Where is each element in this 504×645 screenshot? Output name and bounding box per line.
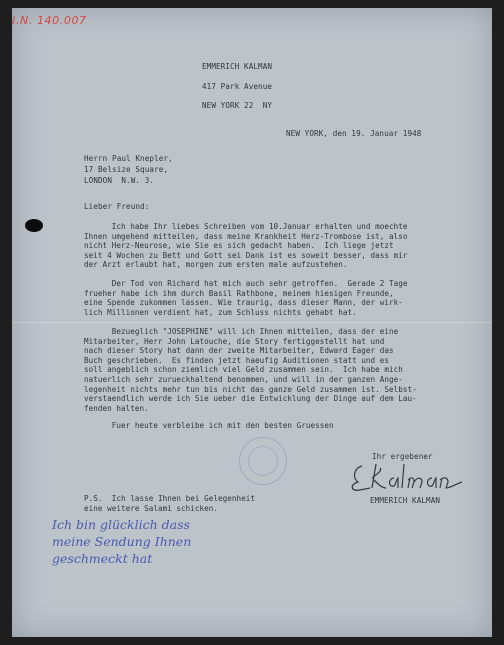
letterhead-name: EMMERICH KALMAN <box>202 62 273 71</box>
punch-hole <box>25 219 43 232</box>
letterhead-street: 417 Park Avenue <box>202 82 273 91</box>
date-line: NEW YORK, den 19. Januar 1948 <box>286 129 422 138</box>
paragraph-2: Der Tod von Richard hat mich auch sehr getroffen. Gerade 2 Tage frueher habe ich ihm durch Basil Rathbone, meinem hiesigen Freunde, eine Spende zukommen lassen. Wie traurig, dass dieser Mann, der wirk- lich Millionen verdient hat, zum Schluss nichts gehabt hat. <box>84 279 408 317</box>
salutation: Lieber Freund: <box>84 202 150 211</box>
postscript: P.S. Ich lasse Ihnen bei Gelegenheit eine weitere Salami schicken. <box>84 494 256 513</box>
handwritten-signature <box>346 458 474 496</box>
typed-signature: EMMERICH KALMAN <box>370 496 441 505</box>
faded-stamp <box>239 437 287 485</box>
paragraph-closing: Fuer heute verbleibe ich mit den besten Gruessen <box>84 421 334 430</box>
handwritten-note: Ich bin glücklich dass meine Sendung Ihnen geschmeckt hat <box>52 517 192 566</box>
paragraph-3: Bezueglich "JOSEPHINE" will ich Ihnen mitteilen, dass der eine Mitarbeiter, Herr John Latouche, die Story fertiggestellt hat und nach dieser Story hat dann der zweite Mitarbeiter, Edward Eager das Buch geschrieben. Es finden jetzt haeufig Auditionen statt und es soll angeblich schon ziemlich viel Geld zusammen sein. Ich habe mich natuerlich sehr zurueckhaltend benommen, und will in der ganzen Ange- legenheit nichts mehr tun bis nicht das ganze Geld zusammen ist. Selbst- verstaendlich werde ich Sie ueber die Entwicklung der Dinge auf dem Lau- fenden halten. <box>84 327 417 413</box>
paragraph-1: Ich habe Ihr liebes Schreiben vom 10.Januar erhalten und moechte Ihnen umgehend mitteilen, dass meine Krankheit Herz-Trombose ist, also nicht Herz-Neurose, wie Sie es sich gedacht haben. Ich liege jetzt seit 4 Wochen zu Bett und Gott sei Dank ist es soweit besser, dass mir der Arzt erlaubt hat, morgen zum ersten male aufzustehen. <box>84 222 408 270</box>
recipient-city: LONDON N.W. 3. <box>84 176 155 185</box>
paper-fold-line <box>12 322 492 323</box>
recipient-street: 17 Belsize Square, <box>84 165 169 174</box>
closing-phrase: Ihr ergebener <box>372 452 433 461</box>
letterhead-city: NEW YORK 22 NY <box>202 101 273 110</box>
archive-number: I.N. 140.007 <box>12 14 87 27</box>
recipient-name: Herrn Paul Knepler, <box>84 154 173 163</box>
